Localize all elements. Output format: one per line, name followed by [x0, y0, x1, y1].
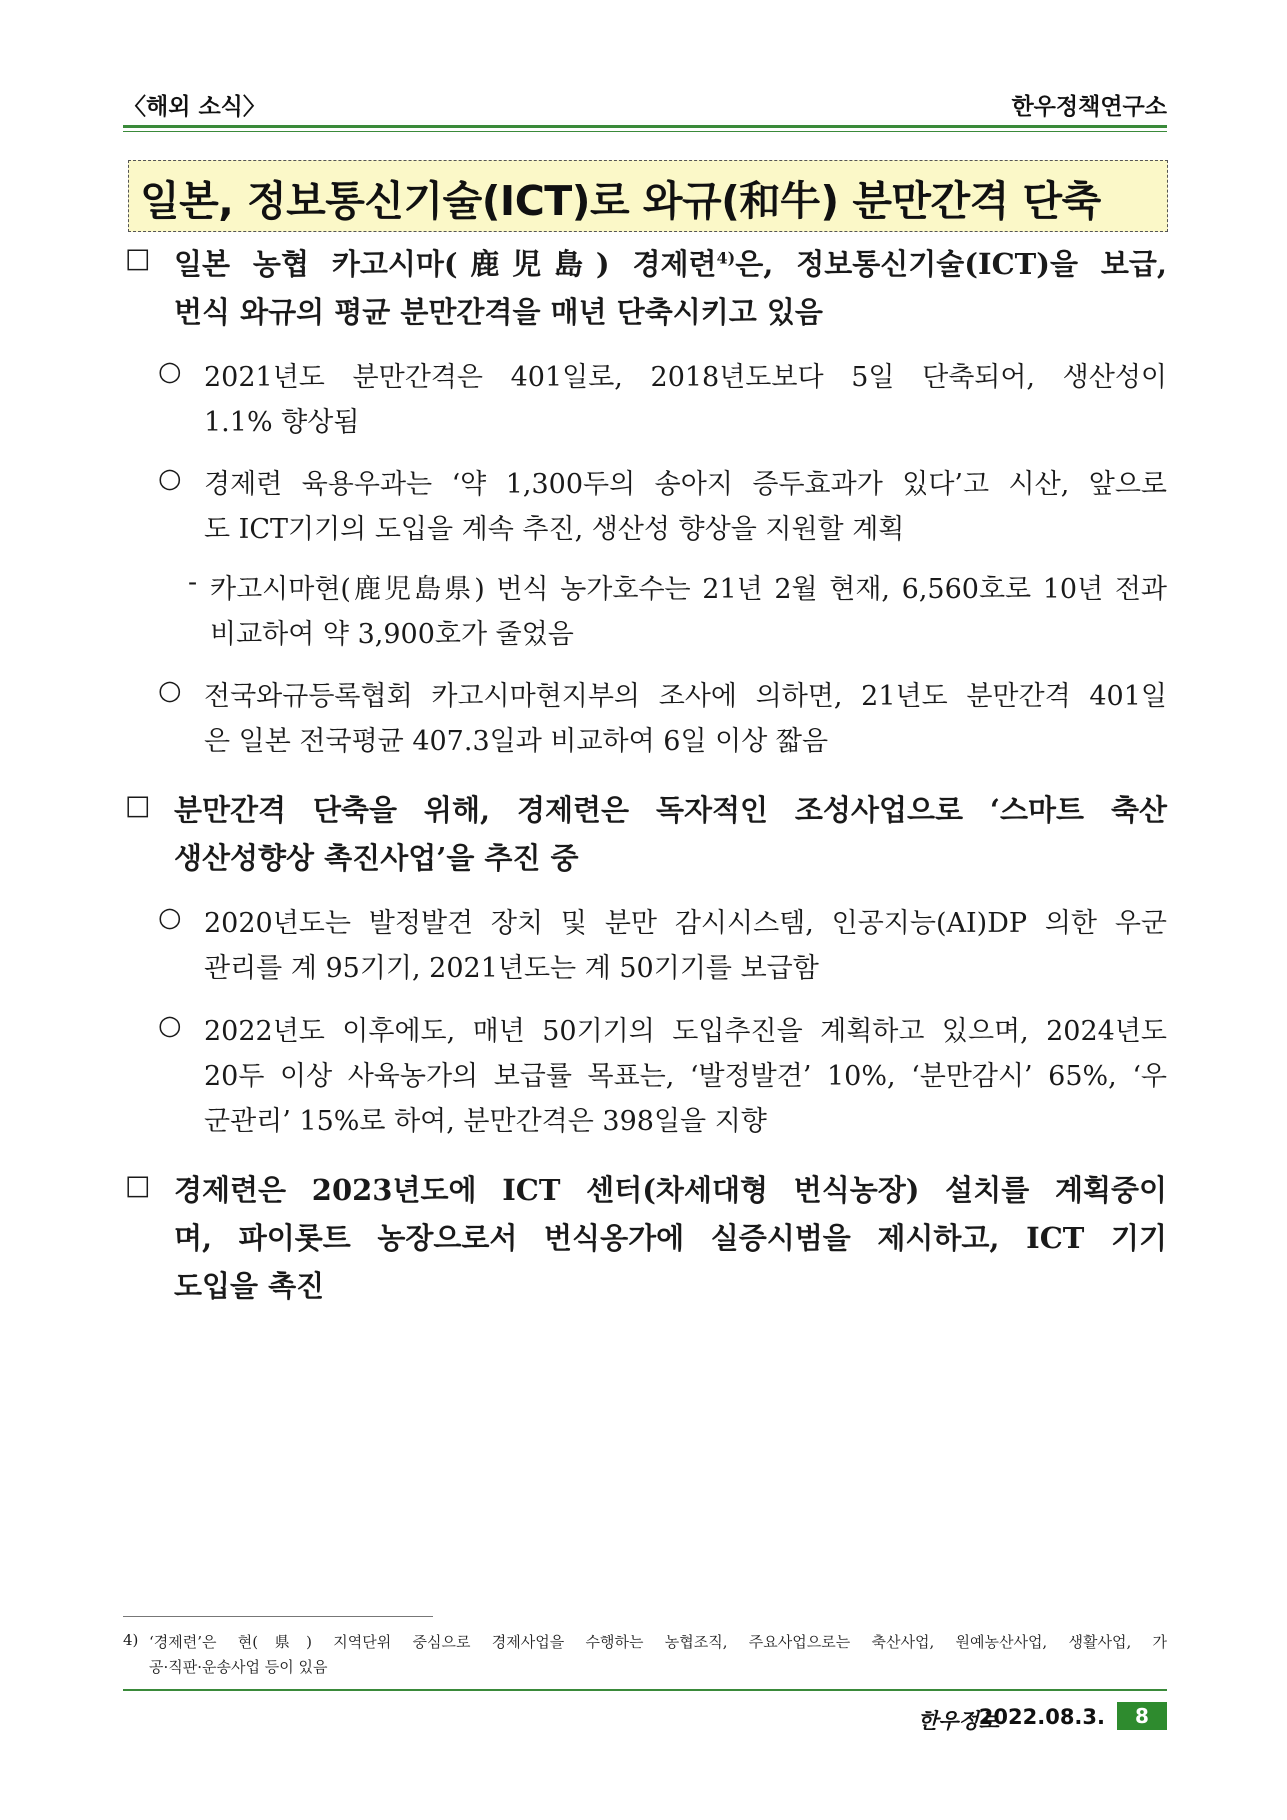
- section2-heading-line1: 분만간격 단축을 위해, 경제련은 독자적인 조성사업으로 ‘스마트 축산: [174, 793, 1167, 827]
- header-section-label: 〈해외 소식〉: [123, 94, 266, 120]
- footer-rule: [123, 1689, 1167, 1691]
- footnote-separator: [123, 1616, 433, 1617]
- section2-bullet2-line2: 20두 이상 사육농가의 보급률 목표는, ‘발정발견’ 10%, ‘분만감시’ 65%, ‘우: [204, 1061, 1167, 1092]
- section1-bullet2-line1: 경제련 육용우과는 ‘약 1,300두의 송아지 증두효과가 있다’고 시산, 앞으로: [204, 469, 1167, 500]
- footnote-ref[interactable]: 4): [716, 248, 736, 268]
- footnote-number: 4): [123, 1631, 139, 1649]
- footer-date: 2022.08.3.: [978, 1705, 1105, 1729]
- section1-heading-line2: 번식 와규의 평균 분만간격을 매년 단축시키고 있음: [174, 295, 823, 329]
- circle-bullet: ○: [158, 675, 182, 706]
- circle-bullet: ○: [158, 356, 182, 387]
- section1-bullet3-line1: 전국와규등록협회 카고시마현지부의 조사에 의하면, 21년도 분만간격 401일: [204, 681, 1167, 712]
- section1-heading-line1: [174, 242, 1167, 283]
- header-rule-thin: [123, 131, 1167, 132]
- section1-bullet1-line1: 2021년도 분만간격은 401일로, 2018년도보다 5일 단축되어, 생산성이: [204, 362, 1167, 393]
- section2-heading-line2: 생산성향상 촉진사업’을 추진 중: [174, 841, 579, 875]
- square-bullet: □: [125, 1170, 151, 1201]
- footer-brand: 한우정보: [917, 1709, 999, 1733]
- dash-bullet: -: [188, 567, 198, 598]
- header-org-name: 한우정책연구소: [1011, 94, 1167, 120]
- circle-bullet: ○: [158, 463, 182, 494]
- circle-bullet: ○: [158, 902, 182, 933]
- circle-bullet: ○: [158, 1010, 182, 1041]
- footnote-line2: 공·직판·운송사업 등이 있음: [149, 1658, 328, 1676]
- section1-bullet3-line2: 은 일본 전국평균 407.3일과 비교하여 6일 이상 짧음: [204, 726, 829, 757]
- section1-heading-line1-pre: 일본 농협 카고시마(鹿児島) 경제련: [174, 247, 717, 281]
- page-title: 일본, 정보통신기술(ICT)로 와규(和牛) 분만간격 단축: [140, 177, 1101, 225]
- page-number: 8: [1117, 1702, 1167, 1730]
- section1-bullet2-line2: 도 ICT기기의 도입을 계속 추진, 생산성 향상을 지원할 계획: [204, 514, 905, 545]
- section1-bullet1-line2: 1.1% 향상됨: [204, 407, 360, 438]
- section1-dash1-line1: 카고시마현(鹿児島県) 번식 농가호수는 21년 2월 현재, 6,560호로 10년 전과: [210, 574, 1167, 605]
- section2-bullet1-line2: 관리를 계 95기기, 2021년도는 계 50기기를 보급함: [204, 953, 819, 984]
- square-bullet: □: [125, 243, 151, 274]
- header-rule-thick: [123, 125, 1167, 128]
- section1-dash1-line2: 비교하여 약 3,900호가 줄었음: [210, 619, 574, 650]
- section3-heading-line3: 도입을 촉진: [174, 1269, 325, 1303]
- section2-bullet2-line3: 군관리’ 15%로 하여, 분만간격은 398일을 지향: [204, 1106, 767, 1137]
- section3-heading-line1: 경제련은 2023년도에 ICT 센터(차세대형 번식농장) 설치를 계획중이: [174, 1173, 1167, 1207]
- section1-heading-line1-post: 은, 정보통신기술(ICT)을 보급,: [735, 247, 1167, 281]
- square-bullet: □: [125, 790, 151, 821]
- section2-bullet1-line1: 2020년도는 발정발견 장치 및 분만 감시시스템, 인공지능(AI)DP 의한 우군: [204, 908, 1167, 939]
- footnote-line1: ‘경제련’은 현(県) 지역단위 중심으로 경제사업을 수행하는 농협조직, 주요사업으로는 축산사업, 원예농산사업, 생활사업, 가: [149, 1633, 1167, 1651]
- section3-heading-line2: 며, 파이롯트 농장으로서 번식옹가에 실증시범을 제시하고, ICT 기기: [174, 1221, 1167, 1255]
- section2-bullet2-line1: 2022년도 이후에도, 매년 50기기의 도입추진을 계획하고 있으며, 2024년도: [204, 1016, 1167, 1047]
